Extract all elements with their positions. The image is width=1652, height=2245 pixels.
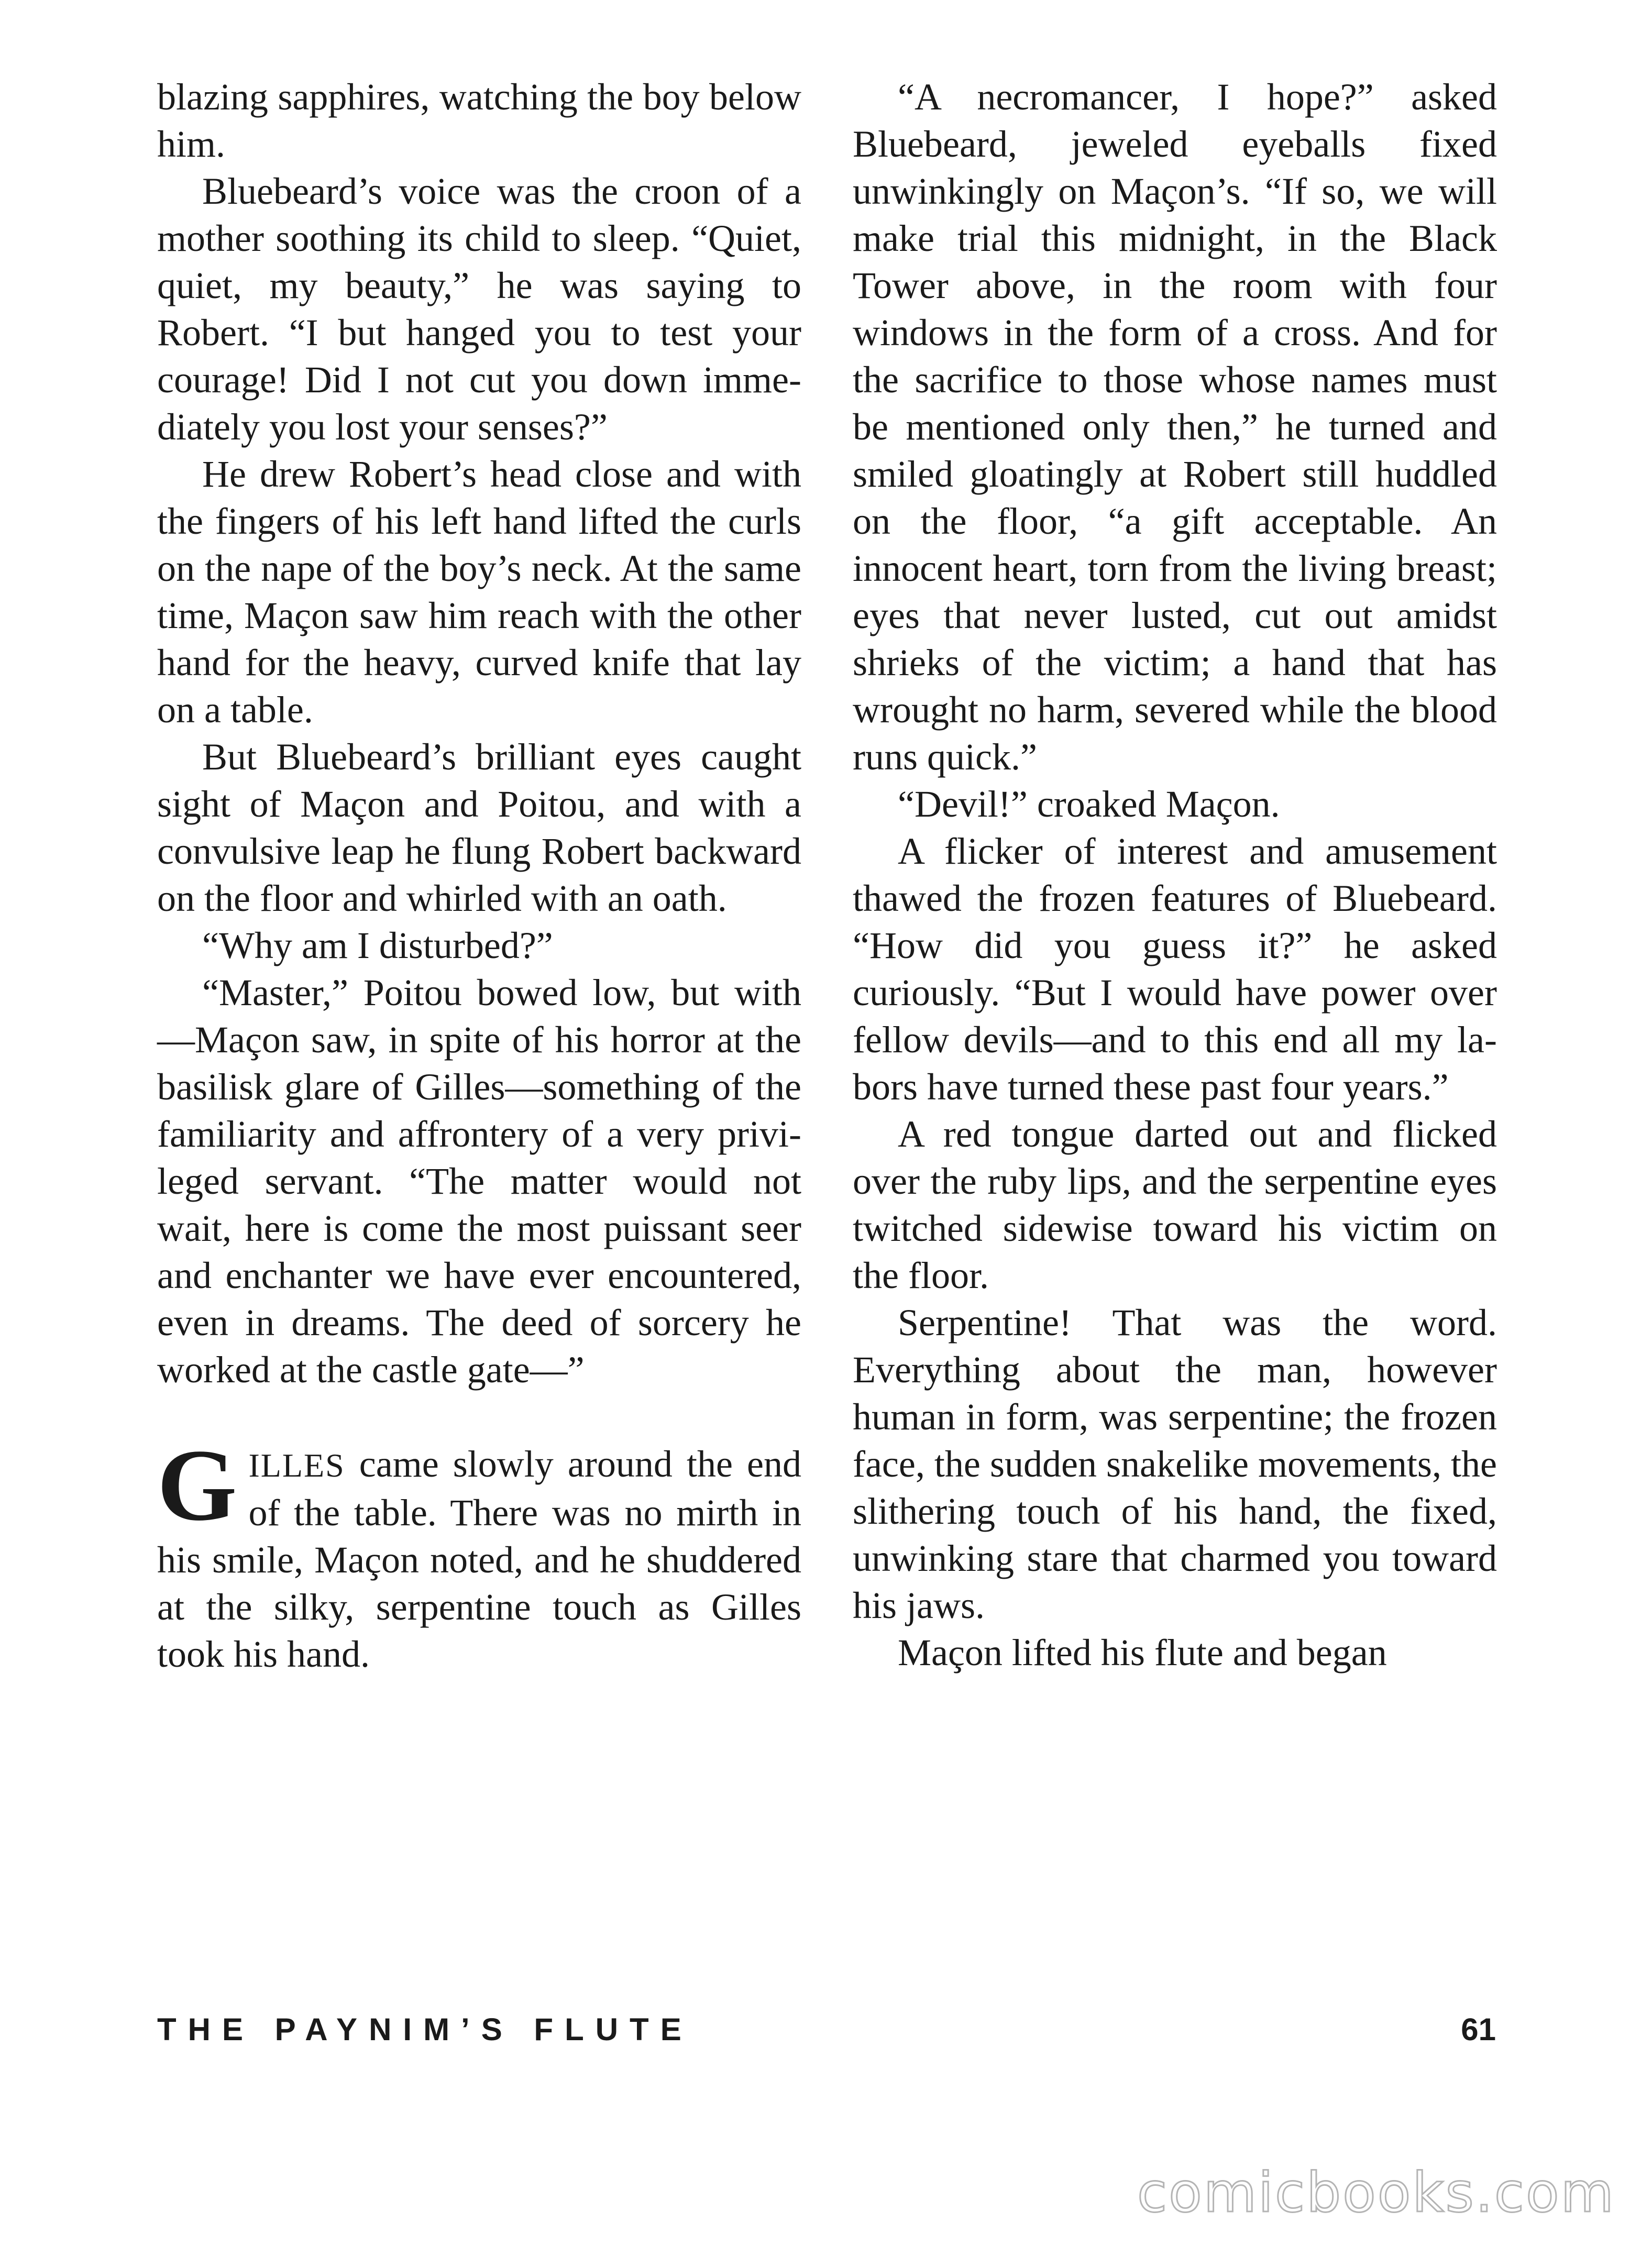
paragraph: A red tongue darted out and flicked over the ruby lips, and the serpentine eyes twitched sidewise toward his victim on the floor. xyxy=(853,1113,1497,1296)
paragraph: “Devil!” croaked Maçon. xyxy=(898,783,1280,825)
section-paragraph xyxy=(157,1428,801,1678)
page-number: 61 xyxy=(1461,2012,1496,2047)
section-text: came slowly around the end of the table. There was no mirth in his smile, Maçon noted, and he shuddered at the silky, serpentine touch as Gilles took his hand. xyxy=(157,1443,801,1675)
left-column xyxy=(157,73,801,1678)
paragraph: Serpentine! That was the word. Everything about the man, however human in form, was serpentine; the frozen face, the sudden snakelike movements, the slithering touch of his hand, the fixed, unwinking stare that charmed you toward his jaws. xyxy=(853,1302,1497,1626)
paragraph: “Master,” Poitou bowed low, but with—Maçon saw, in spite of his horror at the basilisk glare of Gilles—something of the familiarity and affrontery of a very privileged servant. “The matter would not wait, here is come the most puissant seer and enchanter we have ever encountered, even in dreams. The deed of sorcery he worked at the castle gate—” xyxy=(157,972,801,1391)
paragraph: But Bluebeard’s brilliant eyes caught sight of Maçon and Poitou, and with a convulsive leap he flung Robert backward on the floor and whirled with an oath. xyxy=(157,736,801,919)
paragraph: Bluebeard’s voice was the croon of a mother soothing its child to sleep. “Quiet, quiet, my beauty,” he was saying to Robert. “I but hanged you to test your courage! Did I not cut you down immediately you lost your senses?” xyxy=(157,170,801,448)
page-footer xyxy=(157,2011,1496,2059)
paragraph: “Why am I disturbed?” xyxy=(202,925,553,966)
paragraph: Maçon lifted his flute and began xyxy=(898,1632,1387,1674)
lead-caps: ILLES xyxy=(248,1447,345,1484)
right-column xyxy=(853,73,1497,1676)
watermark: comicbooks.com xyxy=(1137,2161,1615,2225)
paragraph: He drew Robert’s head close and with the fingers of his left hand lifted the curls on the nape of the boy’s neck. At the same time, Maçon saw him reach with the other hand for the heavy, curved knife that lay on a table. xyxy=(157,453,801,731)
paragraph: blazing sapphires, watching the boy below him. xyxy=(157,76,801,165)
running-title: THE PAYNIM’S FLUTE xyxy=(157,2012,693,2047)
paragraph: “A necromancer, I hope?” asked Bluebeard, jeweled eyeballs fixed unwinkingly on Maçon’s. “If so, we will make trial this midnight, in the Black Tower above, in the room with four windows in the form of a cross. And for the sacrifice to those whose names must be mentioned only then,” he turned and smiled gloatingly at Robert still huddled on the floor, “a gift acceptable. An innocent heart, torn from the living breast; eyes that never lusted, cut out amidst shrieks of the victim; a hand that has wrought no harm, severed while the blood runs quick.” xyxy=(853,76,1497,778)
paragraph: A flicker of interest and amusement thawed the frozen features of Bluebeard. “How did you guess it?” he asked curiously. “But I would have power over fellow devils—and to this end all my labors have turned these past four years.” xyxy=(853,830,1497,1108)
drop-cap: G xyxy=(157,1428,237,1542)
